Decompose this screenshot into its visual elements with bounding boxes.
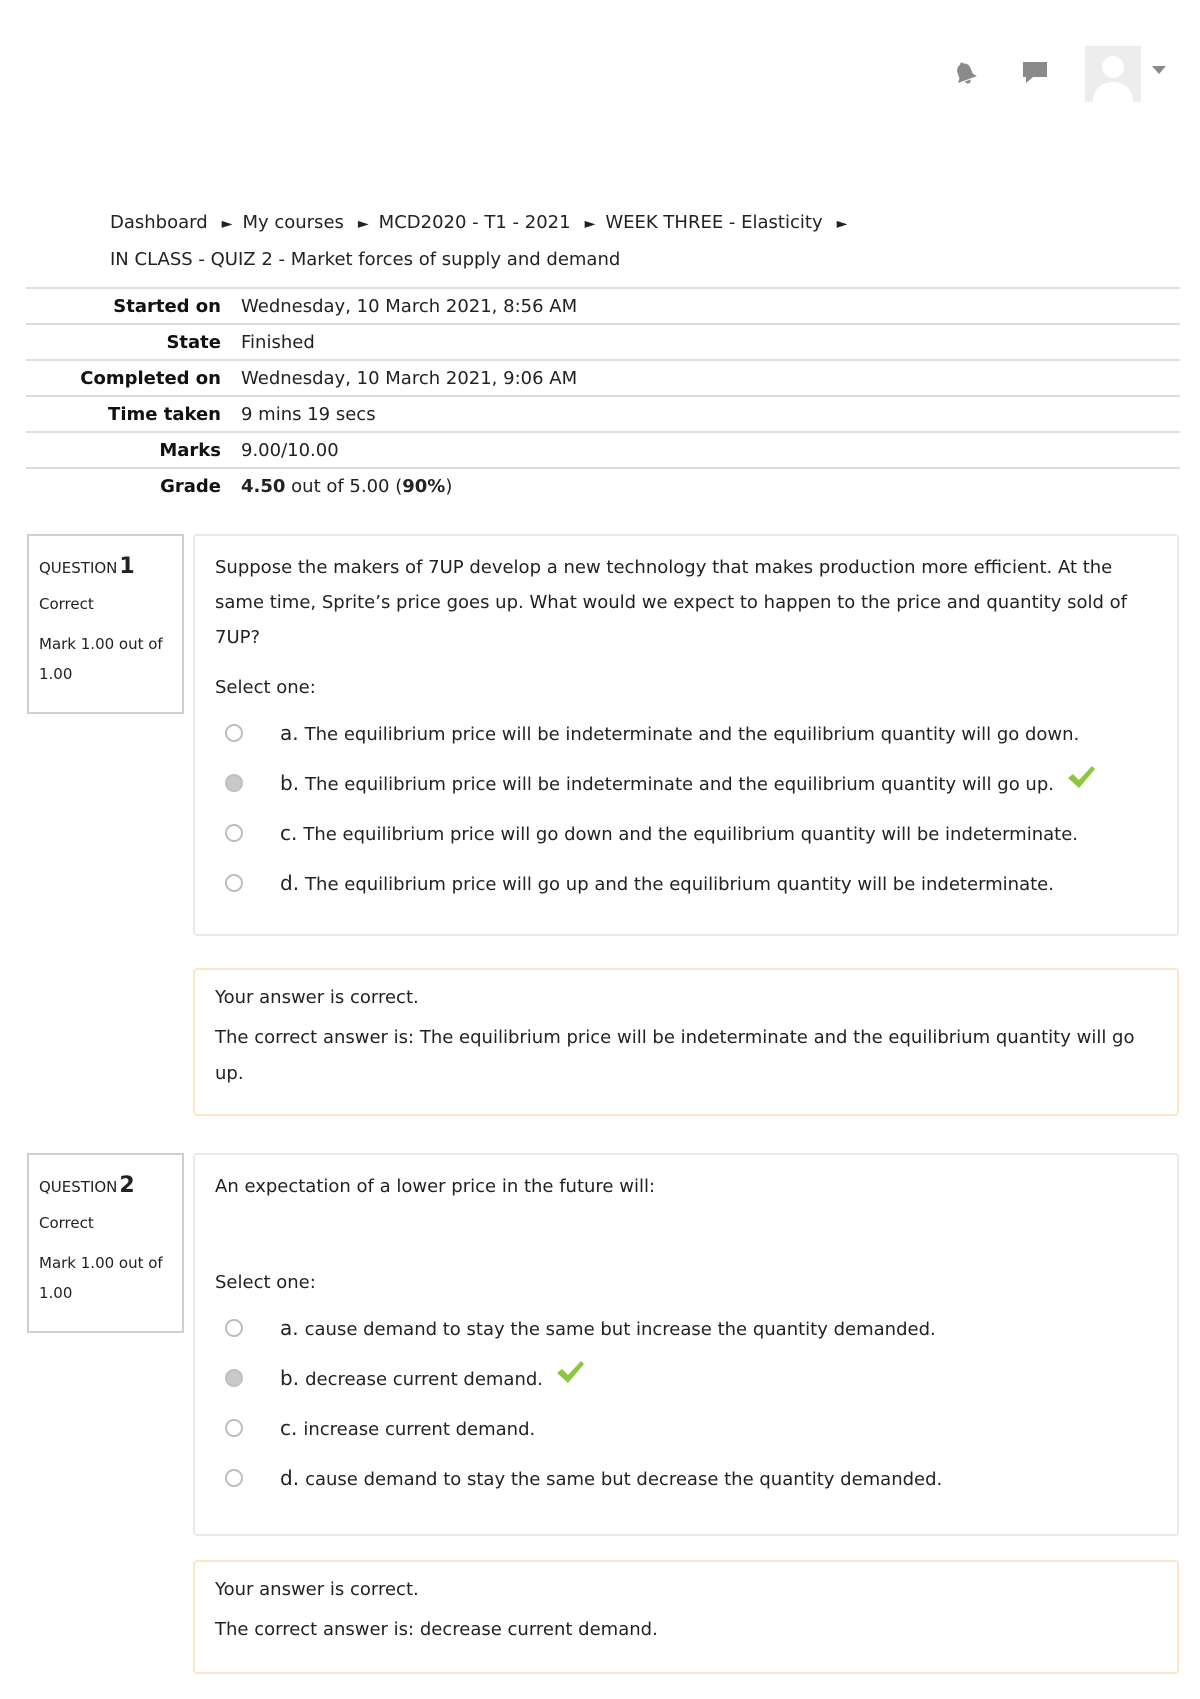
summary-row-state	[26, 323, 1180, 359]
summary-row-completed	[26, 359, 1180, 395]
option-letter: a.	[280, 721, 299, 745]
answer-list	[215, 1305, 1157, 1505]
option-label	[280, 1405, 535, 1453]
answer-option-d[interactable]	[215, 1455, 1157, 1505]
check-mark-icon	[555, 1357, 585, 1403]
option-label	[280, 1455, 942, 1503]
option-text: cause demand to stay the same but increase the quantity demanded.	[304, 1319, 936, 1340]
option-text: increase current demand.	[303, 1419, 536, 1440]
summary-value: Finished	[241, 331, 315, 353]
question-text: Suppose the makers of 7UP develop a new technology that makes production more efficient. At the same time, Sprite’s price goes up. What would we expect to happen to the price and quantity sold of 7UP?	[215, 557, 1127, 648]
summary-label: State	[166, 331, 221, 353]
question-1-feedback	[193, 968, 1179, 1116]
summary-label: Completed on	[80, 367, 221, 389]
breadcrumb-my-courses[interactable]: My courses	[242, 212, 344, 233]
summary-label: Started on	[113, 295, 221, 317]
answer-option-b[interactable]	[215, 760, 1157, 810]
answer-option-d[interactable]	[215, 860, 1157, 910]
summary-label: Marks	[159, 439, 221, 461]
answer-option-a[interactable]	[215, 710, 1157, 760]
feedback-status: Your answer is correct.	[215, 987, 419, 1008]
summary-row-time	[26, 395, 1180, 431]
summary-value: 9 mins 19 secs	[241, 403, 376, 425]
option-text: The equilibrium price will go down and the equilibrium quantity will be indeterminate.	[303, 824, 1079, 845]
summary-value: 9.00/10.00	[241, 439, 339, 461]
feedback-status: Your answer is correct.	[215, 1579, 419, 1600]
radio-button[interactable]	[225, 874, 243, 892]
question-1-info	[27, 534, 184, 714]
question-state: Correct	[39, 595, 94, 613]
summary-row-marks	[26, 431, 1180, 467]
breadcrumb-quiz[interactable]: IN CLASS - QUIZ 2 - Market forces of supply and demand	[110, 249, 621, 270]
radio-button[interactable]	[225, 824, 243, 842]
option-text: cause demand to stay the same but decrease the quantity demanded.	[305, 1469, 943, 1490]
option-text: The equilibrium price will be indeterminate and the equilibrium quantity will go down.	[304, 724, 1080, 745]
radio-button-selected[interactable]	[225, 774, 243, 792]
question-grade: Mark 1.00 out of 1.00	[39, 1254, 163, 1302]
question-label: QUESTION	[39, 1178, 118, 1196]
avatar-icon[interactable]	[1085, 46, 1141, 102]
breadcrumb-separator-icon: ►	[584, 216, 596, 232]
question-number-value: 2	[119, 1173, 135, 1198]
answer-option-c[interactable]	[215, 810, 1157, 860]
summary-label: Time taken	[108, 403, 221, 425]
select-prompt: Select one:	[215, 677, 316, 698]
question-number	[39, 554, 174, 579]
summary-value	[241, 476, 452, 497]
radio-button[interactable]	[225, 724, 243, 742]
radio-button[interactable]	[225, 1419, 243, 1437]
breadcrumb-dashboard[interactable]: Dashboard	[110, 212, 208, 233]
question-label: QUESTION	[39, 559, 118, 577]
right-answer: The correct answer is: The equilibrium price will be indeterminate and the equilibrium quantity will go up.	[215, 1027, 1135, 1084]
grade-outof: out of 5.00 (	[285, 475, 403, 497]
grade-score: 4.50	[241, 475, 286, 497]
option-letter: d.	[280, 871, 300, 895]
summary-value: Wednesday, 10 March 2021, 8:56 AM	[241, 295, 578, 317]
breadcrumb-week[interactable]: WEEK THREE - Elasticity	[605, 212, 823, 233]
question-grade: Mark 1.00 out of 1.00	[39, 635, 163, 683]
answer-list	[215, 710, 1157, 910]
grade-percent: 90%	[402, 475, 446, 497]
radio-button-selected[interactable]	[225, 1369, 243, 1387]
radio-button[interactable]	[225, 1319, 243, 1337]
option-letter: a.	[280, 1316, 299, 1340]
answer-option-b[interactable]	[215, 1355, 1157, 1405]
question-text: An expectation of a lower price in the future will:	[215, 1176, 656, 1197]
option-text: decrease current demand.	[305, 1369, 544, 1390]
right-answer: The correct answer is: decrease current demand.	[215, 1619, 658, 1640]
breadcrumb-separator-icon: ►	[357, 216, 369, 232]
select-prompt: Select one:	[215, 1272, 316, 1293]
option-text: The equilibrium price will go up and the equilibrium quantity will be indeterminate.	[305, 874, 1054, 895]
summary-value: Wednesday, 10 March 2021, 9:06 AM	[241, 367, 578, 389]
option-letter: b.	[280, 1366, 300, 1390]
option-label	[280, 760, 1096, 808]
option-label	[280, 860, 1054, 908]
option-label	[280, 810, 1078, 858]
chat-bubble-icon[interactable]	[1020, 58, 1050, 88]
breadcrumb-separator-icon: ►	[221, 216, 233, 232]
breadcrumb-course[interactable]: MCD2020 - T1 - 2021	[378, 212, 571, 233]
question-state: Correct	[39, 1214, 94, 1232]
option-letter: c.	[280, 1416, 298, 1440]
answer-option-c[interactable]	[215, 1405, 1157, 1455]
option-letter: b.	[280, 771, 300, 795]
option-label	[280, 710, 1079, 758]
question-1-content	[193, 534, 1179, 936]
attempt-summary-table	[26, 287, 1180, 503]
grade-close: )	[445, 475, 453, 497]
answer-option-a[interactable]	[215, 1305, 1157, 1355]
top-navbar	[0, 44, 1200, 104]
summary-row-grade	[26, 467, 1180, 503]
option-text: The equilibrium price will be indeterminate and the equilibrium quantity will go up.	[305, 774, 1054, 795]
check-mark-icon	[1066, 762, 1096, 808]
caret-down-icon[interactable]	[1152, 66, 1166, 74]
summary-row-started	[26, 287, 1180, 323]
radio-button[interactable]	[225, 1469, 243, 1487]
question-number-value: 1	[119, 554, 135, 579]
option-letter: c.	[280, 821, 298, 845]
breadcrumb	[110, 205, 1110, 278]
question-2-content	[193, 1153, 1179, 1536]
option-letter: d.	[280, 1466, 300, 1490]
question-2-feedback	[193, 1560, 1179, 1674]
question-number	[39, 1173, 174, 1198]
bell-icon[interactable]	[952, 60, 978, 86]
option-label	[280, 1355, 585, 1403]
breadcrumb-separator-icon: ►	[836, 216, 848, 232]
summary-label: Grade	[160, 475, 221, 497]
option-label	[280, 1305, 936, 1353]
question-2-info	[27, 1153, 184, 1333]
